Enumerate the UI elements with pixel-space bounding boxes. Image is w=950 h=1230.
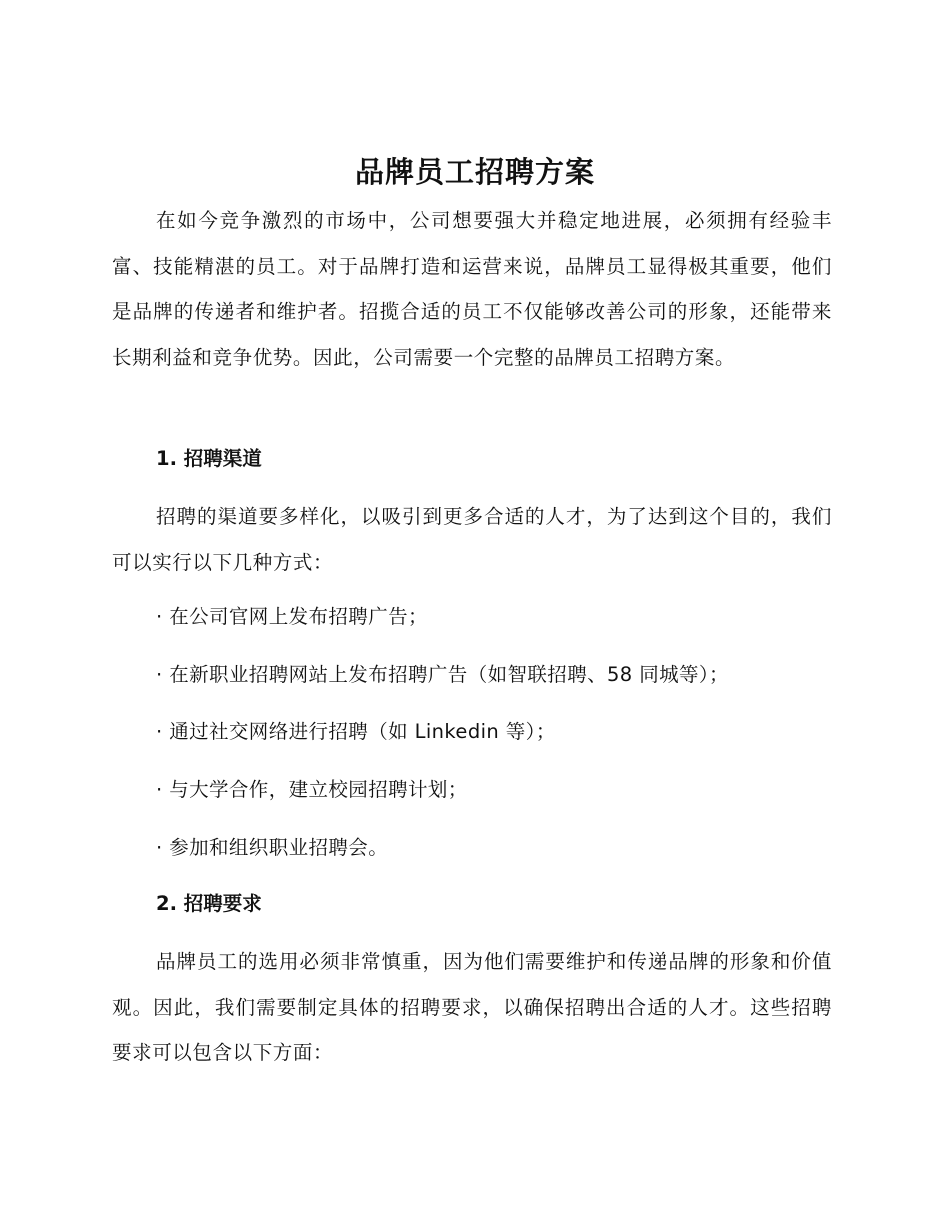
- section-1-paragraph-block: [112, 494, 832, 585]
- bullet-item: · 参加和组织职业招聘会。: [156, 836, 389, 859]
- section-2-paragraph-block: [112, 939, 832, 1076]
- section-2-paragraph: 品牌员工的选用必须非常慎重，因为他们需要维护和传递品牌的形象和价值观。因此，我们需要制定具体的招聘要求，以确保招聘出合适的人才。这些招聘要求可以包含以下方面：: [112, 950, 832, 1064]
- bullet-item: · 通过社交网络进行招聘（如 Linkedin 等）；: [156, 720, 556, 743]
- bullet-item: · 在公司官网上发布招聘广告；: [156, 605, 428, 628]
- bullet-item: · 与大学合作，建立校园招聘计划；: [156, 778, 468, 801]
- intro-paragraph: 在如今竞争激烈的市场中，公司想要强大并稳定地进展，必须拥有经验丰富、技能精湛的员工。对于品牌打造和运营来说，品牌员工显得极其重要，他们是品牌的传递者和维护者。招揽合适的员工不仅能够改善公司的形象，还能带来长期利益和竞争优势。因此，公司需要一个完整的品牌员工招聘方案。: [112, 209, 832, 369]
- document-title: 品牌员工招聘方案: [354, 155, 595, 189]
- section-2-heading: 2. 招聘要求: [156, 892, 262, 915]
- section-1-paragraph: 招聘的渠道要多样化，以吸引到更多合适的人才，为了达到这个目的，我们可以实行以下几种方式：: [112, 505, 832, 574]
- intro-paragraph-block: [112, 198, 832, 380]
- section-1-heading: 1. 招聘渠道: [156, 447, 262, 470]
- bullet-item: · 在新职业招聘网站上发布招聘广告（如智联招聘、58 同城等）；: [156, 663, 729, 686]
